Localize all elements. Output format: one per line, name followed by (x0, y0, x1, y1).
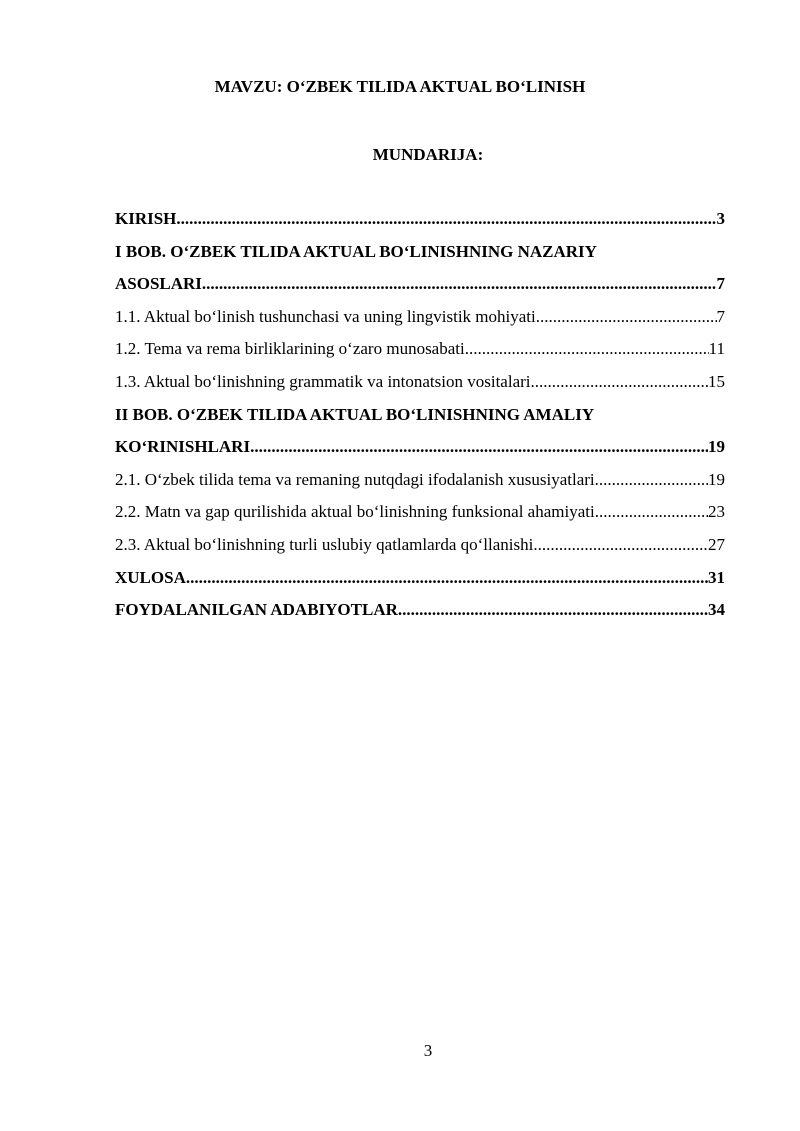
toc-leader-dots (398, 594, 708, 627)
toc-entry-title: XULOSA (115, 567, 186, 587)
toc-page-number: 19 (708, 469, 725, 489)
toc-entry-1-2[interactable] (115, 333, 725, 366)
toc-page-number: 11 (708, 339, 725, 359)
toc-heading: MUNDARIJA: (372, 145, 484, 164)
toc-leader-dots (186, 562, 708, 595)
toc-entry-chapter-2[interactable] (115, 399, 725, 464)
document-title: MAVZU: O‘ZBEK TILIDA AKTUAL BO‘LINISH (214, 77, 586, 96)
toc-entry-title-line2: ASOSLARI (115, 274, 202, 294)
toc-entry-xulosa[interactable] (115, 562, 725, 595)
page-number: 3 (423, 1041, 433, 1060)
toc-page-number: 19 (708, 437, 725, 457)
toc-leader-dots (531, 366, 708, 399)
toc-page-number: 3 (716, 209, 725, 228)
toc-entry-chapter-1[interactable] (115, 236, 725, 301)
toc-leader-dots (250, 431, 708, 464)
toc-page-number: 15 (708, 371, 725, 391)
toc-entry-title-line2: KO‘RINISHLARI (115, 437, 251, 457)
toc-entry-kirish[interactable] (115, 203, 725, 236)
toc-entry-adabiyotlar[interactable] (115, 594, 725, 627)
toc-entry-title: FOYDALANILGAN ADABIYOTLAR (115, 600, 398, 620)
toc-page-number: 23 (708, 502, 725, 522)
toc-page-number: 31 (708, 567, 725, 587)
toc-leader-dots (595, 464, 708, 497)
toc-entry-title-line1: II BOB. O‘ZBEK TILIDA AKTUAL BO‘LINISHNING AMALIY (115, 404, 595, 424)
toc-entry-title-line1: I BOB. O‘ZBEK TILIDA AKTUAL BO‘LINISHNING NAZARIY (115, 241, 597, 261)
toc-entry-title: 2.2. Matn va gap qurilishida aktual bo‘linishning funksional ahamiyati (115, 502, 595, 522)
toc-entry-title: 2.3. Aktual bo‘linishning turli uslubiy qatlamlarda qo‘llanishi (115, 534, 534, 554)
toc-leader-dots (533, 529, 708, 562)
toc-entry-title: KIRISH (115, 209, 177, 228)
toc-entry-2-2[interactable] (115, 496, 725, 529)
toc-leader-dots (465, 333, 709, 366)
toc-entry-2-3[interactable] (115, 529, 725, 562)
toc-page-number: 7 (716, 306, 725, 326)
toc-entry-title: 1.1. Aktual bo‘linish tushunchasi va uning lingvistik mohiyati (115, 306, 536, 326)
toc-entry-2-1[interactable] (115, 464, 725, 497)
toc-entry-title: 1.3. Aktual bo‘linishning grammatik va intonatsion vositalari (115, 371, 531, 391)
toc-page-number: 27 (708, 534, 725, 554)
toc-entry-title: 1.2. Tema va rema birliklarining o‘zaro munosabati (115, 339, 465, 359)
toc-leader-dots (536, 301, 717, 334)
toc-leader-dots (176, 203, 716, 236)
table-of-contents (115, 203, 725, 627)
toc-entry-1-1[interactable] (115, 301, 725, 334)
toc-entry-title: 2.1. O‘zbek tilida tema va remaning nutqdagi ifodalanish xususiyatlari (115, 469, 595, 489)
toc-page-number: 34 (708, 600, 725, 620)
toc-entry-1-3[interactable] (115, 366, 725, 399)
toc-leader-dots (202, 268, 717, 301)
toc-leader-dots (595, 496, 708, 529)
toc-page-number: 7 (716, 274, 725, 294)
